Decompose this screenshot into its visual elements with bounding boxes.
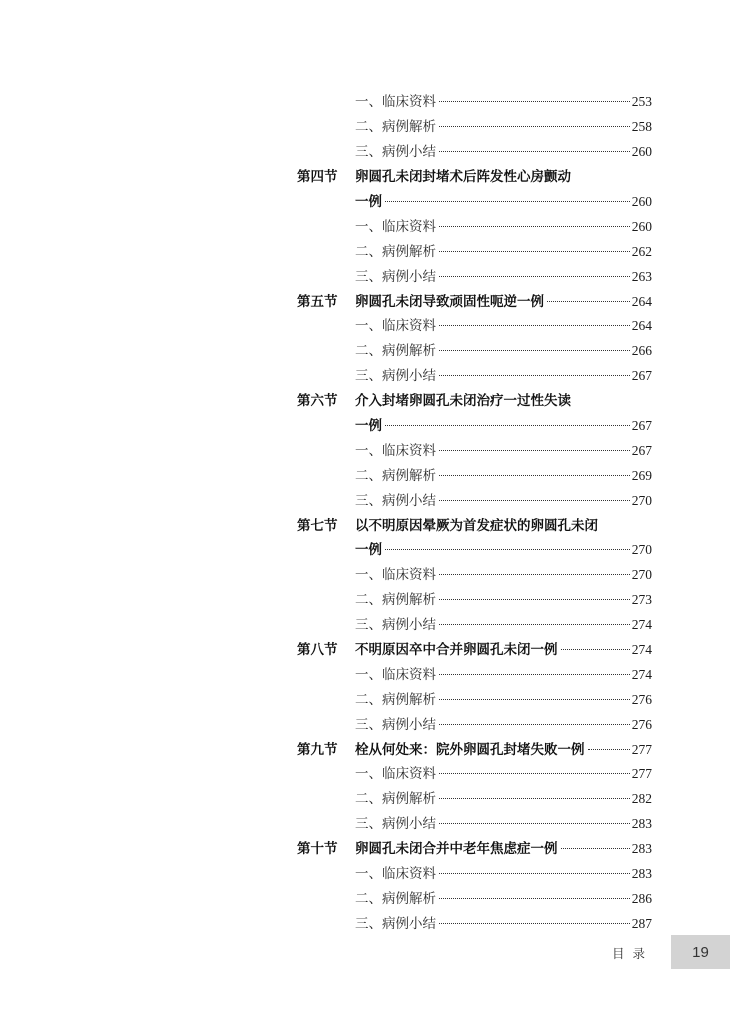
dot-leader <box>439 724 630 725</box>
toc-page-number: 260 <box>631 218 652 234</box>
toc-subsection-row <box>0 860 730 885</box>
toc-entry <box>355 738 652 758</box>
dot-leader <box>439 674 630 675</box>
toc-entry <box>355 514 652 534</box>
page-number-box <box>671 935 730 969</box>
toc-entry <box>355 265 652 285</box>
dot-leader <box>547 301 630 302</box>
section-number: 第七节 <box>297 517 338 534</box>
toc-entry-title: 三、病例小结 <box>355 268 436 285</box>
toc-subsection-row <box>0 312 730 337</box>
toc-entry <box>355 240 652 260</box>
dot-leader <box>439 599 630 600</box>
toc-entry-title: 二、病例解析 <box>355 343 436 360</box>
dot-leader <box>439 151 630 152</box>
toc-section-row <box>0 287 730 312</box>
toc-entry-title: 一、临床资料 <box>355 218 436 235</box>
toc-subsection-row <box>0 212 730 237</box>
toc-entry <box>355 364 652 384</box>
toc-page-number: 287 <box>631 915 652 931</box>
toc-entry <box>355 862 652 882</box>
dot-leader <box>439 450 630 451</box>
dot-leader <box>385 549 630 550</box>
toc-entry <box>355 588 652 608</box>
toc-page-number: 286 <box>631 890 652 906</box>
section-number: 第十节 <box>297 841 338 858</box>
toc-entry-title: 二、病例解析 <box>355 119 436 136</box>
toc-subsection-row <box>0 337 730 362</box>
toc-section-row <box>0 412 730 437</box>
dot-leader <box>439 699 630 700</box>
toc-entry-title: 三、病例小结 <box>355 617 436 634</box>
toc-entry-title: 介入封堵卵圆孔未闭治疗一过性失读 <box>355 393 571 410</box>
toc-entry <box>355 663 652 683</box>
toc-entry <box>355 90 652 110</box>
dot-leader <box>439 873 630 874</box>
toc-subsection-row <box>0 660 730 685</box>
toc-page-number: 266 <box>631 343 652 359</box>
dot-leader <box>439 823 630 824</box>
toc-page-number: 273 <box>631 592 652 608</box>
dot-leader <box>439 325 630 326</box>
dot-leader <box>439 500 630 501</box>
toc-subsection-row <box>0 362 730 387</box>
toc-entry-title: 卵圆孔未闭封堵术后阵发性心房颤动 <box>355 169 571 186</box>
toc-page-number: 274 <box>631 617 652 633</box>
toc-subsection-row <box>0 88 730 113</box>
toc-entry <box>355 290 652 310</box>
dot-leader <box>439 226 630 227</box>
toc-section-row <box>0 735 730 760</box>
toc-page-number: 270 <box>631 492 652 508</box>
toc-entry <box>355 215 652 235</box>
toc-entry-title: 三、病例小结 <box>355 368 436 385</box>
toc-entry-title: 一、临床资料 <box>355 94 436 111</box>
toc-page-number: 282 <box>631 791 652 807</box>
toc-page-number: 267 <box>631 442 652 458</box>
section-number: 第四节 <box>297 169 338 186</box>
toc-entry <box>355 688 652 708</box>
toc-subsection-row <box>0 885 730 910</box>
toc-entry <box>355 314 652 334</box>
dot-leader <box>439 101 630 102</box>
dot-leader <box>439 475 630 476</box>
toc-page-number: 264 <box>631 318 652 334</box>
dot-leader <box>561 649 630 650</box>
toc-entry <box>355 489 652 509</box>
toc-entry-title: 二、病例解析 <box>355 592 436 609</box>
dot-leader <box>439 798 630 799</box>
dot-leader <box>439 276 630 277</box>
toc-entry-title: 不明原因卒中合并卵圆孔未闭一例 <box>355 642 558 659</box>
toc-section-row <box>0 511 730 536</box>
toc-section-row <box>0 163 730 188</box>
toc-entry-title: 一、临床资料 <box>355 567 436 584</box>
toc-entry-title: 一例 <box>355 418 382 435</box>
toc-entry-title: 栓从何处来：院外卵圆孔封堵失败一例 <box>355 741 585 758</box>
toc-page-number: 276 <box>631 716 652 732</box>
dot-leader <box>439 898 630 899</box>
toc-entry-title: 一例 <box>355 194 382 210</box>
dot-leader <box>439 350 630 351</box>
toc-section-row <box>0 188 730 213</box>
section-number: 第五节 <box>297 293 338 310</box>
section-number: 第六节 <box>297 393 338 410</box>
toc-entry <box>355 538 652 558</box>
toc-entry-title: 三、病例小结 <box>355 716 436 733</box>
toc-entry <box>355 339 652 359</box>
toc-page-number: 270 <box>631 567 652 583</box>
toc-entry <box>355 140 652 160</box>
toc-page-number: 283 <box>631 841 652 857</box>
toc-page-number: 264 <box>631 293 652 309</box>
toc-entry <box>355 389 652 409</box>
toc-subsection-row <box>0 611 730 636</box>
dot-leader <box>439 923 630 924</box>
dot-leader <box>439 773 630 774</box>
toc-page-number: 260 <box>631 194 652 209</box>
toc-entry <box>355 812 652 832</box>
toc-subsection-row <box>0 113 730 138</box>
toc-entry <box>355 464 652 484</box>
toc-page-number: 274 <box>631 666 652 682</box>
toc-subsection-row <box>0 237 730 262</box>
dot-leader <box>439 375 630 376</box>
dot-leader <box>439 624 630 625</box>
toc-entry <box>355 638 652 658</box>
toc-subsection-row <box>0 486 730 511</box>
toc-entry <box>355 762 652 782</box>
toc-page-number: 269 <box>631 467 652 483</box>
toc-page-number: 277 <box>631 741 652 757</box>
table-of-contents <box>0 88 730 934</box>
toc-subsection-row <box>0 810 730 835</box>
toc-page-number: 274 <box>631 642 652 658</box>
toc-entry-title: 以不明原因晕厥为首发症状的卵圆孔未闭 <box>355 517 598 534</box>
toc-entry <box>355 837 652 857</box>
toc-entry-title: 一例 <box>355 542 382 559</box>
toc-entry <box>355 887 652 907</box>
dot-leader <box>588 749 630 750</box>
dot-leader <box>385 201 630 202</box>
toc-page-number: 270 <box>631 542 652 558</box>
page-number: 19 <box>692 943 709 961</box>
toc-page-number: 258 <box>631 119 652 135</box>
toc-subsection-row <box>0 461 730 486</box>
toc-entry-title: 三、病例小结 <box>355 492 436 509</box>
toc-entry-title: 卵圆孔未闭合并中老年焦虑症一例 <box>355 841 558 858</box>
toc-entry <box>355 713 652 733</box>
toc-subsection-row <box>0 710 730 735</box>
toc-entry-title: 二、病例解析 <box>355 243 436 260</box>
toc-subsection-row <box>0 586 730 611</box>
toc-entry <box>355 787 652 807</box>
footer-section-label: 目录 <box>612 946 654 961</box>
toc-entry-title: 二、病例解析 <box>355 890 436 907</box>
toc-entry-title: 二、病例解析 <box>355 691 436 708</box>
toc-entry <box>355 115 652 135</box>
toc-page-number: 263 <box>631 268 652 284</box>
toc-entry <box>355 912 652 932</box>
toc-entry-title: 卵圆孔未闭导致顽固性呃逆一例 <box>355 293 544 310</box>
toc-subsection-row <box>0 262 730 287</box>
toc-section-row <box>0 835 730 860</box>
section-number: 第八节 <box>297 642 338 659</box>
toc-entry-title: 三、病例小结 <box>355 144 436 161</box>
toc-subsection-row <box>0 685 730 710</box>
toc-page-number: 276 <box>631 691 652 707</box>
toc-section-row <box>0 636 730 661</box>
toc-page-number: 262 <box>631 243 652 259</box>
dot-leader <box>439 126 630 127</box>
section-number: 第九节 <box>297 741 338 758</box>
toc-entry <box>355 613 652 633</box>
toc-section-row <box>0 387 730 412</box>
toc-page-number: 267 <box>631 418 652 434</box>
toc-entry-title: 二、病例解析 <box>355 791 436 808</box>
toc-entry-title: 一、临床资料 <box>355 766 436 783</box>
toc-page-number: 283 <box>631 866 652 882</box>
dot-leader <box>439 574 630 575</box>
toc-entry-title: 三、病例小结 <box>355 816 436 833</box>
toc-subsection-row <box>0 909 730 934</box>
toc-page-number: 253 <box>631 94 652 110</box>
toc-page-number: 267 <box>631 368 652 384</box>
toc-subsection-row <box>0 138 730 163</box>
toc-entry <box>355 165 652 185</box>
toc-entry-title: 一、临床资料 <box>355 666 436 683</box>
toc-entry-title: 二、病例解析 <box>355 467 436 484</box>
toc-page-number: 260 <box>631 144 652 160</box>
toc-entry-title: 一、临床资料 <box>355 442 436 459</box>
toc-subsection-row <box>0 785 730 810</box>
dot-leader <box>561 848 630 849</box>
toc-entry <box>355 563 652 583</box>
toc-entry <box>355 439 652 459</box>
toc-section-row <box>0 536 730 561</box>
toc-page-number: 277 <box>631 766 652 782</box>
dot-leader <box>439 251 630 252</box>
toc-page-number: 283 <box>631 816 652 832</box>
toc-entry-title: 三、病例小结 <box>355 915 436 932</box>
toc-entry <box>355 190 652 210</box>
toc-subsection-row <box>0 760 730 785</box>
toc-entry-title: 一、临床资料 <box>355 318 436 335</box>
toc-subsection-row <box>0 436 730 461</box>
toc-subsection-row <box>0 561 730 586</box>
dot-leader <box>385 425 630 426</box>
toc-entry-title: 一、临床资料 <box>355 866 436 883</box>
toc-entry <box>355 414 652 434</box>
